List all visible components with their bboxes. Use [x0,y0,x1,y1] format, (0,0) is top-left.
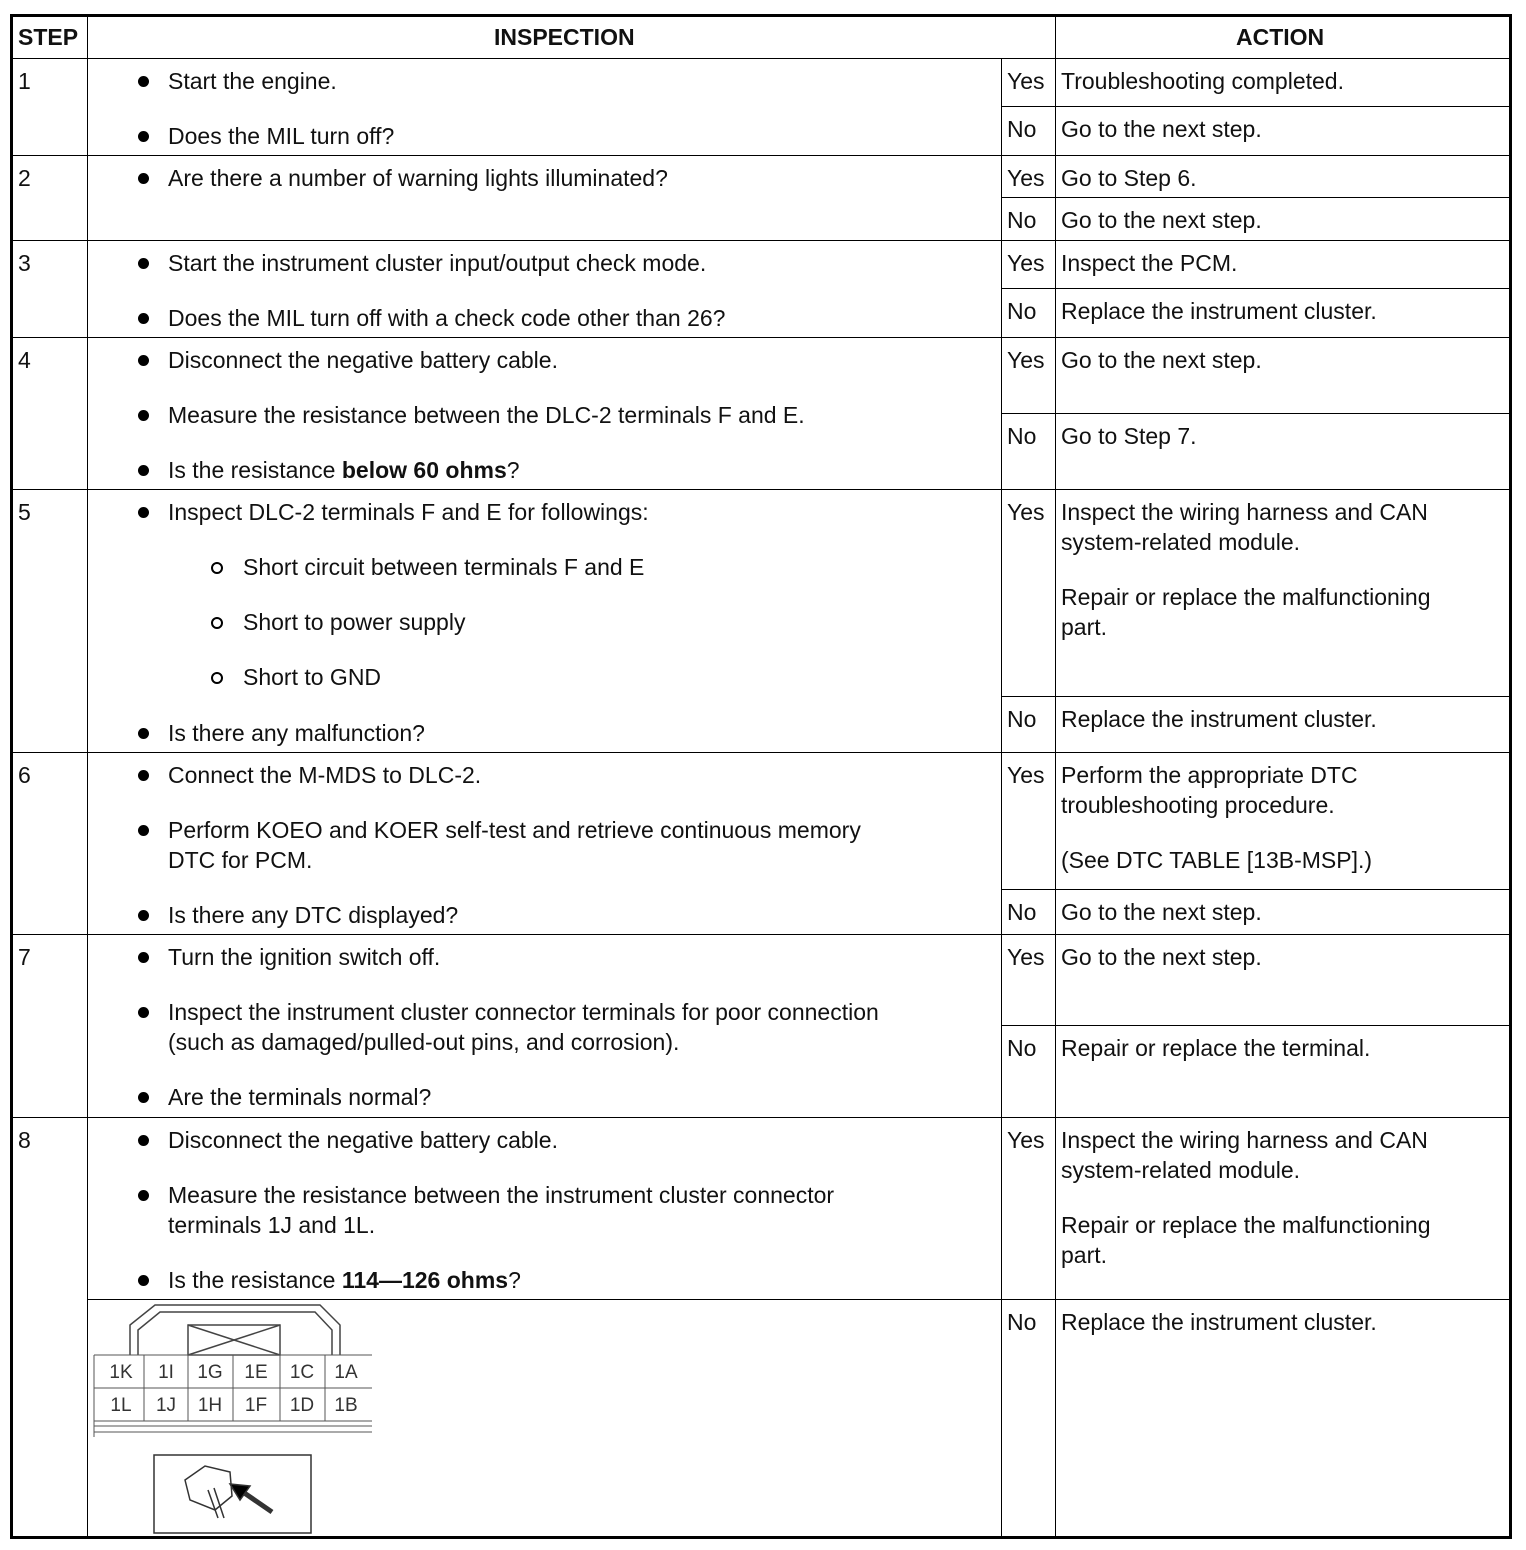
connector-pin-grid [94,1355,372,1437]
yes-action: Repair or replace the malfunctioning [1061,1212,1431,1238]
step-column-divider [87,14,88,1539]
yes-no-column-divider [1001,58,1002,1539]
no-label: No [1007,116,1037,142]
no-label: No [1007,207,1037,233]
resistance-spec: 114—126 ohms [341,1267,509,1293]
row-divider [10,489,1512,490]
bullet [138,313,149,324]
step-number: 7 [18,944,31,970]
bullet [138,410,149,421]
yes-no-split [1001,696,1512,697]
yes-action: Go to the next step. [1061,944,1262,970]
yes-action: Inspect the PCM. [1061,250,1238,276]
yes-no-split [1001,288,1512,289]
inspection-item [168,455,520,485]
action-column-divider [1055,14,1056,1539]
row-divider [10,1117,1512,1118]
inspection-item: Disconnect the negative battery cable. [168,347,558,373]
yes-action: Repair or replace the malfunctioning [1061,584,1431,610]
step-number: 4 [18,347,31,373]
inspection-item: Does the MIL turn off with a check code other than 26? [168,305,726,331]
no-label: No [1007,1035,1037,1061]
bullet [138,355,149,366]
yes-action: Perform the appropriate DTC [1061,762,1358,788]
pin-1G: 1G [197,1362,223,1383]
step-number: 5 [18,499,31,525]
pin-1A: 1A [334,1362,358,1383]
yes-label: Yes [1007,944,1045,970]
bullet [138,507,149,518]
no-label: No [1007,298,1037,324]
yes-action: system-related module. [1061,1157,1301,1183]
yes-label: Yes [1007,250,1045,276]
bullet [138,728,149,739]
bullet [138,1092,149,1103]
inspection-text: Is the resistance [168,457,342,483]
inspection-item [168,1265,521,1295]
no-action: Replace the instrument cluster. [1061,1309,1377,1335]
no-label: No [1007,423,1037,449]
no-action: Replace the instrument cluster. [1061,706,1377,732]
no-action: Go to the next step. [1061,899,1262,925]
sub-bullet [211,562,223,574]
header-step: STEP [18,24,79,50]
sub-item: Short to GND [243,664,382,690]
yes-action: part. [1061,1242,1108,1268]
yes-label: Yes [1007,499,1045,525]
inspection-item: Disconnect the negative battery cable. [168,1127,558,1153]
sub-bullet [211,672,223,684]
yes-action: system-related module. [1061,529,1301,555]
inspection-item: Are the terminals normal? [168,1084,432,1110]
inspection-item: Start the instrument cluster input/output check mode. [168,250,707,276]
inspection-item: Is there any malfunction? [168,720,425,746]
yes-action: troubleshooting procedure. [1061,792,1335,818]
inspection-text: ? [508,1267,521,1293]
inspection-item: DTC for PCM. [168,847,313,873]
connector-latch [130,1305,340,1355]
pin-1H: 1H [197,1395,223,1416]
step-number: 3 [18,250,31,276]
inspection-item: Inspect DLC-2 terminals F and E for followings: [168,499,649,525]
row-divider [10,337,1512,338]
pin-1B: 1B [334,1395,358,1416]
bullet [138,952,149,963]
bullet [138,465,149,476]
connector-diagram [90,1300,390,1536]
row-divider [10,155,1512,156]
bullet [138,770,149,781]
inspection-item: Perform KOEO and KOER self-test and retrieve continuous memory [168,817,861,843]
yes-label: Yes [1007,165,1045,191]
pin-1I: 1I [158,1362,174,1383]
inspection-text: Is the resistance [168,1267,342,1293]
bullet [138,1135,149,1146]
pin-1C: 1C [289,1362,315,1383]
dtc-table-reference[interactable]: (See DTC TABLE [13B-MSP].) [1061,847,1373,873]
bullet [138,1275,149,1286]
bullet [138,173,149,184]
yes-no-split [1001,413,1512,414]
pin-1E: 1E [244,1362,268,1383]
yes-no-split [1001,197,1512,198]
row-divider [10,240,1512,241]
bullet [138,76,149,87]
no-label: No [1007,706,1037,732]
inspection-item: (such as damaged/pulled-out pins, and corrosion). [168,1029,680,1055]
pin-1L: 1L [110,1395,132,1416]
no-label: No [1007,899,1037,925]
inspection-item: Connect the M-MDS to DLC-2. [168,762,482,788]
pin-1F: 1F [244,1395,268,1416]
sub-item: Short circuit between terminals F and E [243,554,645,580]
sub-item: Short to power supply [243,609,466,635]
inspection-item: Measure the resistance between the DLC-2 terminals F and E. [168,402,805,428]
resistance-spec: below 60 ohms [341,457,507,483]
probe-view-icon [154,1455,311,1533]
step-number: 8 [18,1127,31,1153]
yes-label: Yes [1007,68,1045,94]
inspection-item: Start the engine. [168,68,337,94]
no-action: Go to the next step. [1061,116,1262,142]
inspection-item: Inspect the instrument cluster connector terminals for poor connection [168,999,879,1025]
yes-action: Go to the next step. [1061,347,1262,373]
pin-1K: 1K [109,1362,133,1383]
step-number: 2 [18,165,31,191]
bullet [138,131,149,142]
header-action: ACTION [1236,24,1325,50]
inspection-item: Is there any DTC displayed? [168,902,459,928]
yes-action: Inspect the wiring harness and CAN [1061,499,1428,525]
inspection-item: Measure the resistance between the instrument cluster connector [168,1182,835,1208]
bullet [138,1007,149,1018]
no-action: Replace the instrument cluster. [1061,298,1377,324]
no-action: Repair or replace the terminal. [1061,1035,1371,1061]
inspection-item: terminals 1J and 1L. [168,1212,376,1238]
pin-1D: 1D [289,1395,315,1416]
yes-no-split [1001,889,1512,890]
no-action: Go to the next step. [1061,207,1262,233]
inspection-item: Turn the ignition switch off. [168,944,441,970]
header-inspection: INSPECTION [494,24,635,50]
bullet [138,910,149,921]
step-number: 6 [18,762,31,788]
yes-label: Yes [1007,347,1045,373]
yes-action: Troubleshooting completed. [1061,68,1344,94]
step-number: 1 [18,68,31,94]
bullet [138,825,149,836]
no-label: No [1007,1309,1037,1335]
yes-label: Yes [1007,1127,1045,1153]
yes-no-split [1001,1025,1512,1026]
row-divider [10,752,1512,753]
row-divider [10,934,1512,935]
sub-bullet [211,617,223,629]
no-action: Go to Step 7. [1061,423,1197,449]
yes-no-split [1001,106,1512,107]
inspection-item: Does the MIL turn off? [168,123,395,149]
pin-1J: 1J [155,1395,177,1416]
bullet [138,258,149,269]
yes-action: Inspect the wiring harness and CAN [1061,1127,1428,1153]
yes-action: part. [1061,614,1108,640]
header-divider [10,58,1512,59]
bullet [138,1190,149,1201]
inspection-text: ? [506,457,520,483]
inspection-item: Are there a number of warning lights illuminated? [168,165,668,191]
yes-label: Yes [1007,762,1045,788]
yes-action: Go to Step 6. [1061,165,1197,191]
